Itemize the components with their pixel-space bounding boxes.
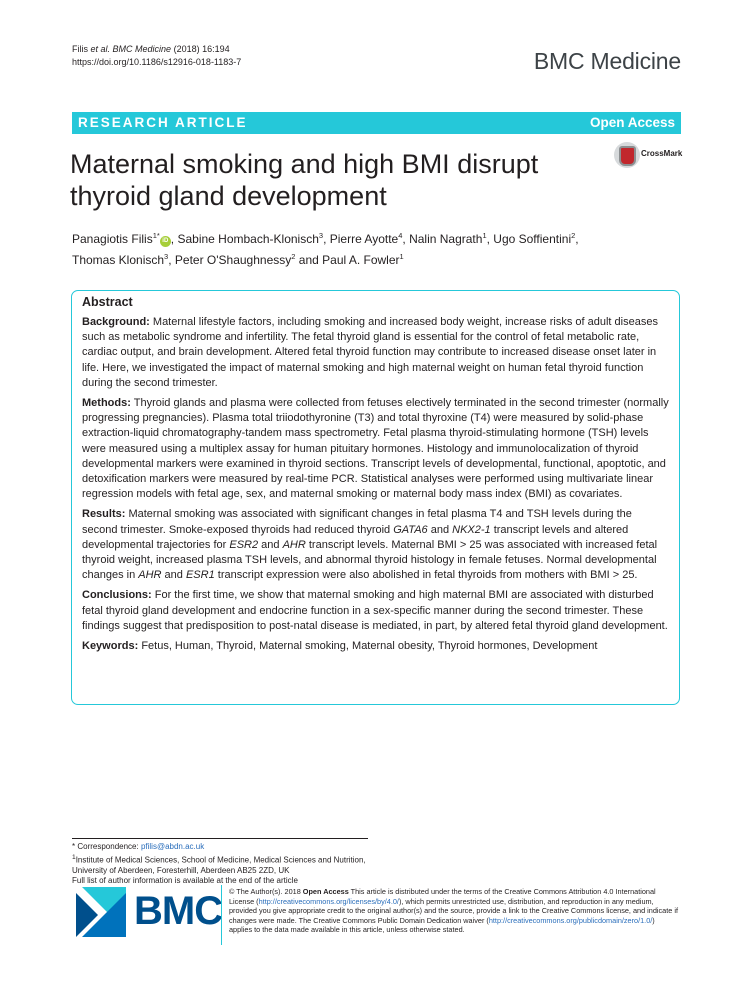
- author-name[interactable]: Peter O'Shaughnessy: [174, 253, 292, 267]
- abstract-methods: [82, 396, 669, 502]
- article-type-label: RESEARCH ARTICLE: [78, 115, 248, 130]
- abstract-conclusions: [82, 588, 669, 634]
- bmc-logo: [72, 883, 223, 943]
- correspondence-label: * Correspondence:: [72, 842, 141, 851]
- gene-name: GATA6: [393, 523, 428, 536]
- bmc-logo-icon: [72, 883, 130, 941]
- author-affiliation-sup: 1*: [152, 231, 160, 240]
- results-text: transcript levels. Maternal BMI > 25 was associated with increased fetal thyroid weight, increased plasma TSH levels, and abnormal thyroid histology in female fetuses. Normal developmental changes in: [82, 538, 658, 582]
- gene-name: ESR1: [185, 569, 215, 582]
- license-url-link[interactable]: http://creativecommons.org/licenses/by/4.0/: [258, 896, 399, 906]
- affiliation-line: [72, 853, 372, 877]
- gene-name: AHR: [138, 569, 162, 582]
- citation-journal: BMC Medicine: [112, 44, 172, 54]
- abstract-keywords: [82, 639, 669, 654]
- author-affiliation-sup: 3: [318, 231, 324, 240]
- article-banner: [72, 112, 681, 134]
- footnote-divider: [72, 838, 368, 839]
- author-name[interactable]: Panagiotis Filis: [72, 232, 153, 246]
- keywords-text: Fetus, Human, Thyroid, Maternal smoking, Maternal obesity, Thyroid hormones, Development: [141, 640, 598, 653]
- background-text: Maternal lifestyle factors, including smoking and increased body weight, increase risks of adult diseases such as metabolic syndrome and infertility. The fetal thyroid gland is essential for the control of fetal metabolic rate, cardiac output, and brain development. Altered fetal thyroid function may contribute to increased disease onset later in life. Here, we investigated the impact of maternal smoking and high maternal weight on human fetal thyroid function during the second trimester.: [82, 316, 658, 389]
- author-name[interactable]: Sabine Hombach-Klonisch: [177, 232, 319, 246]
- methods-text: Thyroid glands and plasma were collected from fetuses electively terminated in the second trimester (normally progressing pregnancies). Plasma total triiodothyronine (T3) and total thyroxine (T4) were measured by solid-phase extraction-liquid chromatography-tandem mass spectrometry. Fetal plasma thyroid-stimulating hormone (TSH) levels were measured using a multiplex assay for human pituitary hormones. Histology and immunolocalization of thyroid developmental markers were examined in thyroid sections. Transcript levels of developmental, functional, apoptotic, and detoxification markers were measured by real-time PCR. Statistical analyses were performed using multivariate linear regression models with fetal age, sex, and maternal smoking or maternal body mass index (BMI) as covariates.: [82, 397, 669, 501]
- affiliation-sup: 1: [72, 853, 76, 861]
- results-label: Results:: [82, 508, 126, 521]
- gene-name: ESR2: [229, 538, 259, 551]
- results-text: Maternal smoking was associated with significant changes in fetal plasma T4 and TSH levels during the second trimester. Smoke-exposed thyroids had reduced thyroid: [82, 508, 632, 536]
- gene-name: NKX2-1: [452, 523, 491, 536]
- author-name[interactable]: Ugo Soffientini: [493, 232, 572, 246]
- affiliation-text: Institute of Medical Sciences, School of Medicine, Medical Sciences and Nutrition, University of Aberdeen, Foresterhill, Aberdeen AB25 2ZD, UK: [72, 855, 366, 875]
- crossmark-label: CrossMark: [641, 149, 683, 158]
- copyright: © The Author(s). 2018: [229, 887, 303, 896]
- author-affiliation-sup: 2: [291, 252, 296, 261]
- methods-label: Methods:: [82, 397, 131, 410]
- author-name[interactable]: Pierre Ayotte: [329, 232, 399, 246]
- gene-name: AHR: [282, 538, 306, 551]
- article-title: Maternal smoking and high BMI disrupt thyroid gland development: [70, 149, 539, 211]
- license-body: ) applies to the data made available in this article, unless otherwise stated.: [229, 915, 655, 935]
- orcid-icon[interactable]: iD: [160, 236, 171, 247]
- citation-line: [72, 43, 241, 56]
- results-text: transcript levels and altered developmental trajectories for: [82, 523, 629, 551]
- background-label: Background:: [82, 316, 150, 328]
- results-text: and: [427, 523, 453, 536]
- conclusions-text: For the first time, we show that maternal smoking and high maternal BMI are associated with disturbed fetal thyroid gland development and endocrine function in a sex-specific manner during the second trimester. These findings suggest that predisposition to post-natal disease is mediated, in part, by altered fetal thyroid gland development.: [82, 589, 668, 632]
- results-text: and: [258, 538, 283, 551]
- author-name[interactable]: Paul A. Fowler: [322, 253, 400, 267]
- abstract-background: [82, 315, 669, 391]
- author-affiliation-sup: 4: [398, 231, 403, 240]
- license-divider: [221, 885, 222, 945]
- correspondence-email[interactable]: pfilis@abdn.ac.uk: [140, 842, 205, 851]
- citation-etal: et al.: [90, 44, 111, 54]
- citation-volume: (2018) 16:194: [173, 44, 230, 54]
- author-list: Panagiotis Filis$^{1*}$iD , Sabine Hombach-Klonisch$^3$, Pierre Ayotte$^4$, Nalin Nagrath$^1$, Ugo Soffientini$^2$, Thomas Klonisch$^3$, Peter O'Shaughnessy$^2$ and Paul A. Fowler$^1$: [72, 231, 579, 267]
- license-open-access: Open Access: [302, 887, 349, 896]
- abstract-results: [82, 507, 669, 583]
- conclusions-label: Conclusions:: [82, 589, 152, 602]
- correspondence-line: [72, 842, 372, 853]
- waiver-url-link[interactable]: http://creativecommons.org/publicdomain/zero/1.0/: [488, 915, 653, 925]
- open-access-label: Open Access: [589, 115, 675, 130]
- citation-block: [72, 43, 241, 69]
- doi-link[interactable]: https://doi.org/10.1186/s12916-018-1183-7: [72, 57, 242, 67]
- keywords-label: Keywords:: [82, 640, 139, 653]
- crossmark-button[interactable]: [614, 142, 686, 168]
- author-name[interactable]: Nalin Nagrath: [409, 232, 483, 246]
- author-affiliation-sup: 1: [399, 252, 404, 261]
- results-text: transcript expression were also abolished in fetal thyroids from mothers with BMI > 25.: [214, 569, 638, 582]
- license-text: [229, 887, 679, 935]
- bmc-logo-text: BMC: [134, 889, 223, 933]
- author-affiliation-sup: 3: [164, 252, 169, 261]
- footnote-block: [72, 842, 372, 887]
- citation-authors: Filis: [72, 44, 88, 54]
- license-body: This article is distributed under the terms of the Creative Commons Attribution 4.0 International License (: [229, 887, 656, 906]
- results-text: and: [161, 569, 186, 582]
- journal-brand: BMC Medicine: [533, 48, 681, 74]
- crossmark-icon: [614, 142, 640, 168]
- author-info-note: Full list of author information is available at the end of the article: [72, 876, 298, 886]
- author-affiliation-sup: 2: [571, 231, 576, 240]
- author-name[interactable]: Thomas Klonisch: [72, 253, 165, 267]
- author-affiliation-sup: 1: [482, 231, 487, 240]
- abstract-heading: Abstract: [82, 295, 133, 309]
- abstract-box: [71, 290, 680, 705]
- license-body: ), which permits unrestricted use, distribution, and reproduction in any medium, provided you give appropriate credit to the original author(s) and the source, provide a link to the Creative Commons license, and indicate if changes were made. The Creative Commons Public Domain Dedication waiver (: [229, 896, 679, 925]
